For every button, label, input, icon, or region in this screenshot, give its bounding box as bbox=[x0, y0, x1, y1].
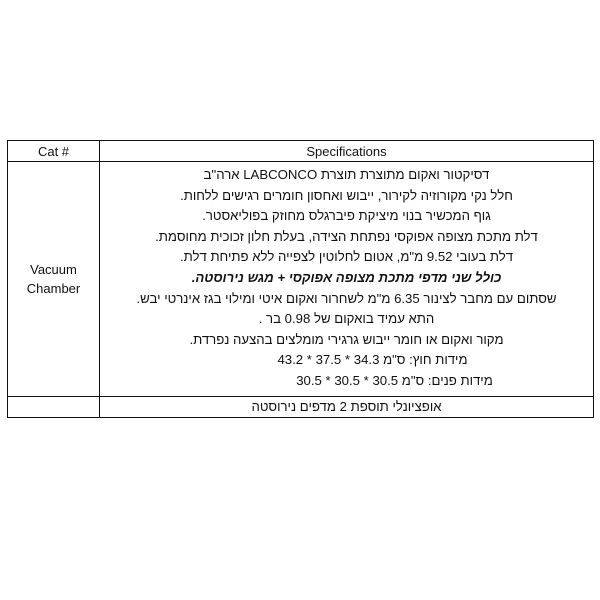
spec-line-highlight: כולל שני מדפי מתכת מצופה אפוקסי + מגש נירוסטה. bbox=[191, 269, 502, 285]
spec-line: דלת מתכת מצופה אפוקסי נפתחת הצידה, בעלת חלון זכוכית מחוסמת. bbox=[155, 228, 538, 244]
table-header-row bbox=[8, 141, 594, 162]
spec-line: מקור ואקום או חומר ייבוש גרגירי מומלצים בהצעה נפרדת. bbox=[189, 331, 504, 347]
cat-header: Cat # bbox=[8, 141, 100, 162]
specifications-table bbox=[7, 140, 594, 418]
spec-line: גוף המכשיר בנוי מיציקת פיברגלס מחוזק בפוליאסטר. bbox=[202, 208, 491, 224]
optional-cell: אופציונלי תוספת 2 מדפים נירוסטה bbox=[100, 396, 594, 417]
category-line-1: Vacuum bbox=[30, 261, 77, 277]
spec-line: התא עמיד בואקום של 0.98 בר . bbox=[258, 311, 435, 327]
specifications-header: Specifications bbox=[100, 141, 594, 162]
spec-line: דסיקטור ואקום מתוצרת תוצרת LABCONCO ארה"ב bbox=[203, 167, 490, 182]
category-line-2: Chamber bbox=[26, 280, 81, 296]
category-cell bbox=[8, 162, 100, 397]
spec-line: שסתום עם מחבר לצינור 6.35 מ"מ לשחרור ואקום איטי ומילוי בגז אינרטי יבש. bbox=[136, 290, 557, 306]
spec-line-dimensions-inner: מידות פנים: ס"מ 30.5 * 30.5 * 30.5 bbox=[296, 372, 493, 388]
empty-cat-cell bbox=[8, 396, 100, 417]
spec-line: חלל נקי מקורוזיה לקירור, ייבוש ואחסון חומרים רגישים ללחות. bbox=[180, 187, 513, 203]
table-row-optional bbox=[8, 396, 594, 417]
table-row bbox=[8, 162, 594, 397]
spec-line-dimensions-outer: מידות חוץ: ס"מ 34.3 * 37.5 * 43.2 bbox=[277, 352, 468, 368]
specifications-cell bbox=[100, 162, 594, 397]
spec-line: דלת בעובי 9.52 מ"מ, אטום לחלוטין לצפייה ללא פתיחת דלת. bbox=[179, 249, 514, 265]
